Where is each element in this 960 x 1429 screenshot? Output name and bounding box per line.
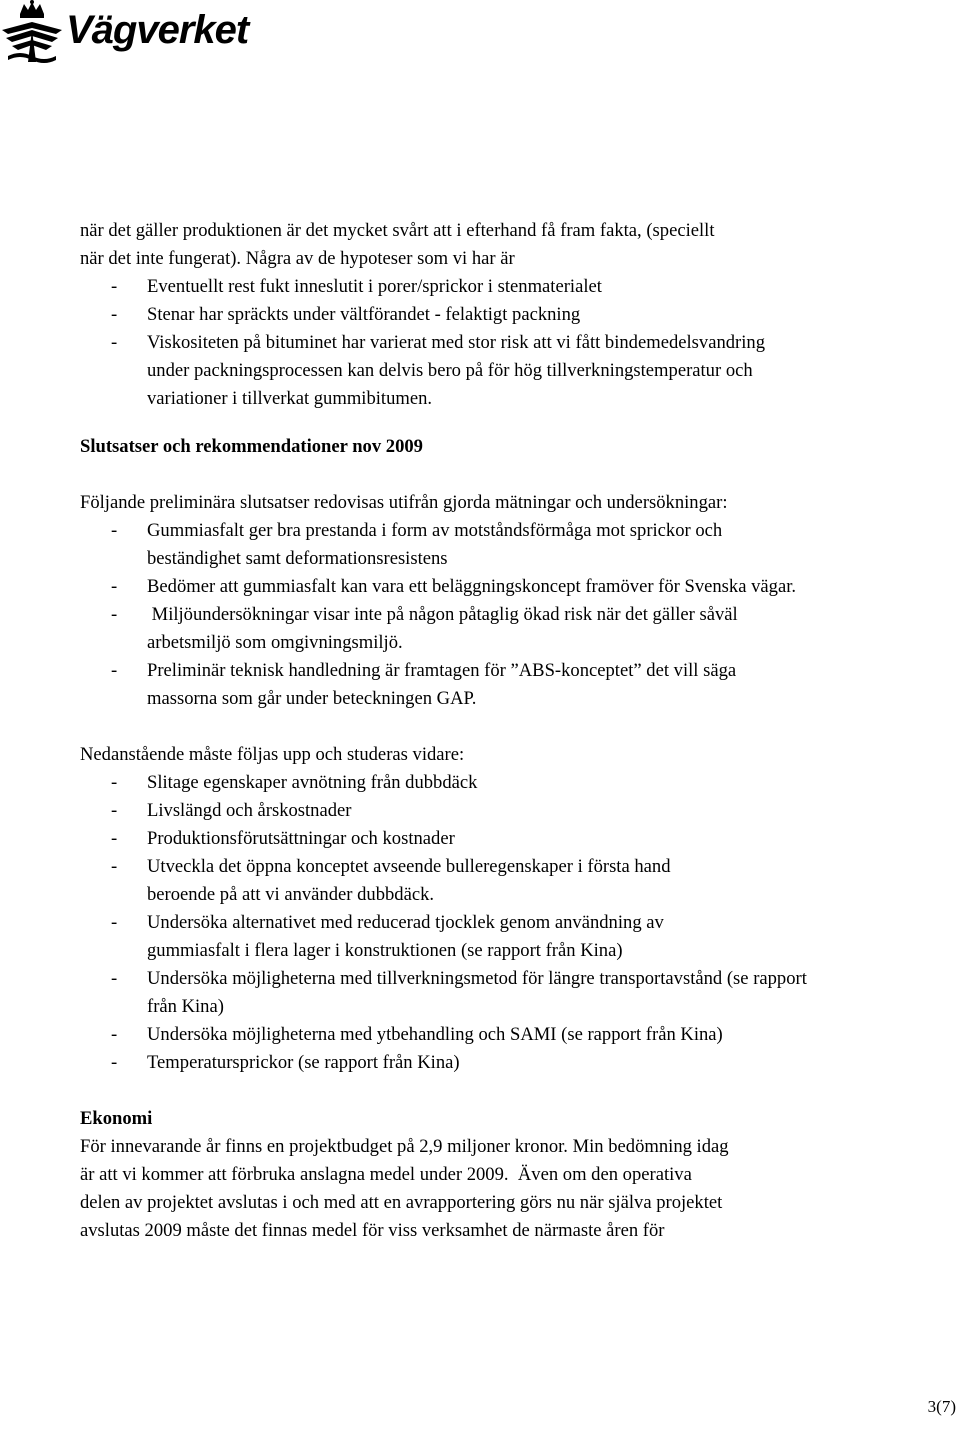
list-item: - Stenar har spräckts under vältförandet - felaktigt packning <box>111 304 581 325</box>
economy-line: delen av projektet avslutas i och med att en avrapportering görs nu när själva projektet <box>80 1192 723 1213</box>
list-item: - Temperatursprickor (se rapport från Kina) <box>111 1052 460 1073</box>
followup-list <box>80 769 920 1077</box>
conclusions-list <box>80 517 920 713</box>
economy-line: För innevarande år finns en projektbudget på 2,9 miljoner kronor. Min bedömning idag <box>80 1136 729 1157</box>
list-item: - Undersöka möjligheterna med ytbehandling och SAMI (se rapport från Kina) <box>111 1024 723 1045</box>
list-item: - Produktionsförutsättningar och kostnader <box>111 828 455 849</box>
economy-line: avslutas 2009 måste det finnas medel för viss verksamhet de närmaste åren för <box>80 1220 665 1241</box>
section-heading-conclusions: Slutsatser och rekommendationer nov 2009 <box>80 436 423 457</box>
list-item: - Viskositeten på bituminet har varierat med stor risk att vi fått bindemedelsvandring under packningsprocessen kan delvis bero på för hög tillverkningstemperatur och variationer i tillverkat gummibitumen. <box>111 332 765 409</box>
document-body <box>80 217 920 1245</box>
section-heading-economy: Ekonomi <box>80 1108 153 1129</box>
intro-line-2: när det inte fungerat). Några av de hypoteser som vi har är <box>80 248 515 269</box>
economy-line: är att vi kommer att förbruka anslagna medel under 2009. Även om den operativa <box>80 1164 692 1185</box>
list-item: - Eventuellt rest fukt inneslutit i porer/sprickor i stenmaterialet <box>111 276 602 297</box>
conclusions-intro: Följande preliminära slutsatser redovisas utifrån gjorda mätningar och undersökningar: <box>80 492 728 513</box>
crown-emblem-icon <box>0 0 64 66</box>
list-item: - Slitage egenskaper avnötning från dubbdäck <box>111 772 478 793</box>
logo <box>0 0 300 70</box>
list-item: - Livslängd och årskostnader <box>111 800 352 821</box>
logo-text: Vägverket <box>66 8 249 52</box>
list-item: - Undersöka alternativet med reducerad tjocklek genom användning av gummiasfalt i flera lager i konstruktionen (se rapport från Kina) <box>111 912 664 961</box>
page-number: 3(7) <box>927 1397 956 1416</box>
list-item: - Utveckla det öppna konceptet avseende bulleregenskaper i första hand beroende på att vi använder dubbdäck. <box>111 856 671 905</box>
list-item: - Miljöundersökningar visar inte på någon påtaglig ökad risk när det gäller såväl arbetsmiljö som omgivningsmiljö. <box>111 604 743 653</box>
list-item: - Preliminär teknisk handledning är framtagen för ”ABS-konceptet” det vill säga massorna som går under beteckningen GAP. <box>111 660 737 709</box>
list-item: - Gummiasfalt ger bra prestanda i form av motståndsförmåga mot sprickor och beständighet samt deformationsresistens <box>111 520 723 569</box>
intro-line-1: när det gäller produktionen är det mycket svårt att i efterhand få fram fakta, (speciellt <box>80 220 715 241</box>
list-item: - Undersöka möjligheterna med tillverkningsmetod för längre transportavstånd (se rapport från Kina) <box>111 968 807 1017</box>
hypotheses-list <box>80 273 920 413</box>
list-item: - Bedömer att gummiasfalt kan vara ett beläggningskoncept framöver för Svenska vägar. <box>111 576 797 597</box>
followup-intro: Nedanstående måste följas upp och studeras vidare: <box>80 744 465 765</box>
